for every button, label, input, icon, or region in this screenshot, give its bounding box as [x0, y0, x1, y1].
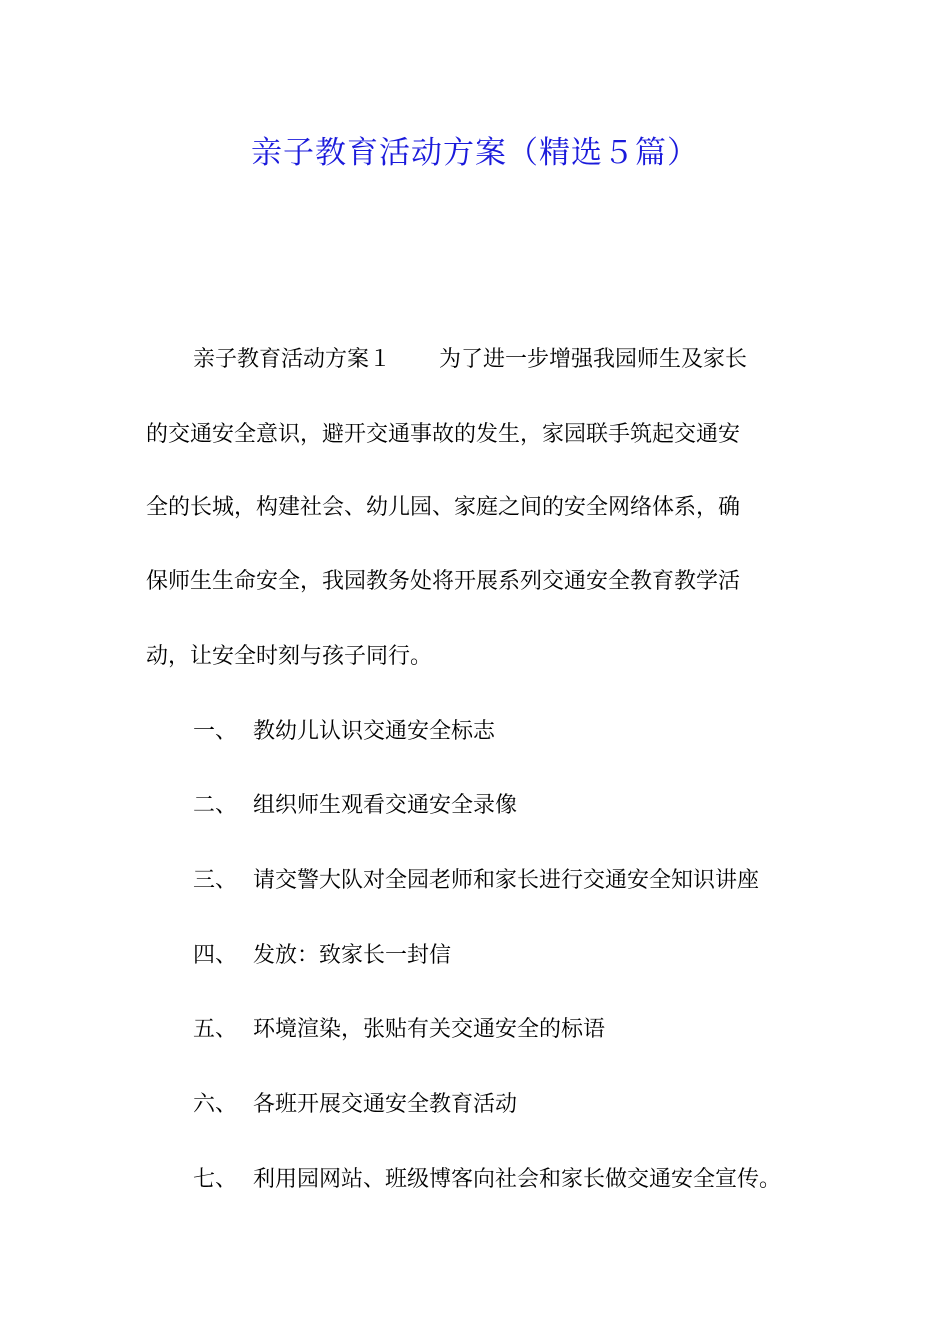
list-item-text: 环境渲染，张贴有关交通安全的标语	[253, 1017, 606, 1042]
list-item	[193, 1165, 781, 1195]
list-item-number: 五、	[193, 1017, 238, 1042]
list-item-text: 发放：致家长一封信	[253, 943, 452, 968]
list-item-number: 四、	[193, 943, 238, 968]
paragraph-first-line	[193, 345, 873, 375]
paragraph-line: 动，让安全时刻与孩子同行。	[146, 644, 433, 669]
list-item-number: 三、	[193, 868, 238, 893]
list-item-text: 组织师生观看交通安全录像	[253, 793, 518, 818]
list-item	[193, 1090, 517, 1120]
paragraph-line: 为了进一步增强我园师生及家长	[439, 347, 748, 372]
paragraph-line: 保师生生命安全，我园教务处将开展系列交通安全教育教学活	[146, 569, 741, 594]
paragraph-line: 的交通安全意识，避开交通事故的发生，家园联手筑起交通安	[146, 422, 741, 447]
list-item	[193, 941, 451, 971]
list-item-text: 请交警大队对全园老师和家长进行交通安全知识讲座	[253, 868, 760, 893]
list-item-text: 教幼儿认识交通安全标志	[253, 719, 496, 744]
list-item-number: 二、	[193, 793, 238, 818]
list-item-number: 七、	[193, 1167, 238, 1192]
list-item	[193, 717, 495, 747]
list-item	[193, 866, 759, 896]
paragraph-line: 全的长城，构建社会、幼儿园、家庭之间的安全网络体系，确	[146, 495, 741, 520]
document-title: 亲子教育活动方案（精选５篇）	[251, 135, 699, 171]
section-heading: 亲子教育活动方案１	[193, 347, 392, 372]
list-item	[193, 791, 517, 821]
list-item	[193, 1015, 605, 1045]
list-item-number: 一、	[193, 719, 238, 744]
list-item-text: 各班开展交通安全教育活动	[253, 1092, 518, 1117]
list-item-number: 六、	[193, 1092, 238, 1117]
list-item-text: 利用园网站、班级博客向社会和家长做交通安全宣传。	[253, 1167, 782, 1192]
